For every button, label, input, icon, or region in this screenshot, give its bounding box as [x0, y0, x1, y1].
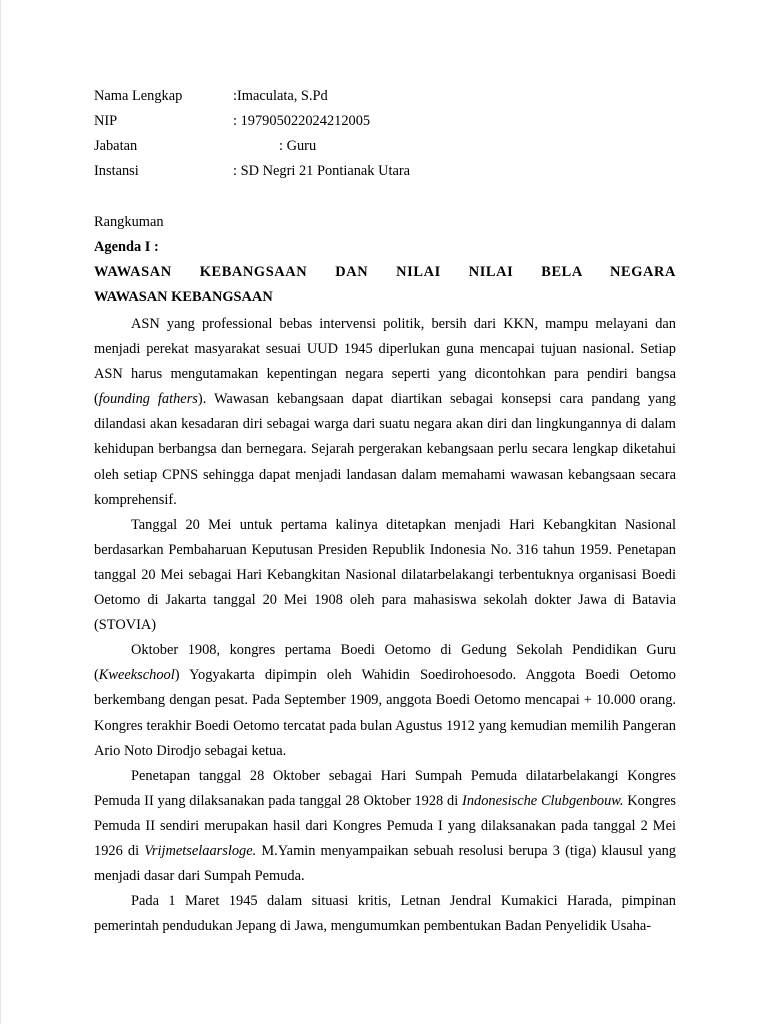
identity-row-institution — [94, 161, 676, 186]
identity-label: Jabatan — [94, 138, 138, 154]
agenda-label: Agenda I : — [94, 239, 159, 255]
paragraph-italic: Vrijmetselaarsloge. — [144, 842, 257, 859]
identity-value: : Guru — [279, 138, 317, 154]
paragraph-italic: Kweekschool — [98, 667, 175, 684]
identity-label: Nama Lengkap — [94, 88, 183, 104]
summary-label: Rangkuman — [94, 214, 164, 230]
paragraph-4 — [94, 764, 676, 889]
paragraph-text: Oktober 1908, kongres pertama Boedi Oetomo di Gedung Sekolah Pendidikan Guru ( — [94, 642, 676, 684]
paragraph-text: Pada 1 Maret 1945 dalam situasi kritis, Letnan Jendral Kumakici Harada, pimpinan pemerintah pendudukan Jepang di Jawa, mengumumkan pembentukan Badan Penyelidik Usaha- — [94, 893, 676, 935]
paragraph-italic: founding fathers — [98, 391, 198, 408]
identity-value: :Imaculata, S.Pd — [233, 88, 328, 104]
paragraph-5 — [94, 889, 676, 939]
paragraph-text: Tanggal 20 Mei untuk pertama kalinya ditetapkan menjadi Hari Kebangkitan Nasional berdasarkan Pembaharuan Keputusan Presiden Republik Indonesia No. 316 tahun 1959. Penetapan tanggal 20 Mei sebagai Hari Kebangkitan Nasional dilatarbelakangi terbentuknya organisasi Boedi Oetomo di Jakarta tanggal 20 Mei 1908 oleh para mahasiswa sekolah dokter Jawa di Batavia (STOVIA) — [94, 516, 676, 634]
paragraph-1 — [94, 312, 676, 513]
paragraph-text: Kongres Pemuda II sendiri merupakan hasil dari Kongres Pemuda I yang dilaksanakan pada tanggal 2 Mei 1926 di — [94, 792, 676, 859]
identity-value: : 197905022024212005 — [233, 113, 371, 129]
identity-row-name — [94, 86, 676, 111]
paragraph-2 — [94, 513, 676, 638]
spacer — [94, 186, 676, 212]
identity-row-nip — [94, 111, 676, 136]
paragraph-text: ) Yogyakarta dipimpin oleh Wahidin Soedirohoesodo. Anggota Boedi Oetomo berkembang dengan pesat. Pada September 1909, anggota Boedi Oetomo mencapai + 10.000 orang. Kongres terakhir Boedi Oetomo tercatat pada bulan Agustus 1912 yang kemudian memilih Pangeran Ario Noto Dirodjo sebagai ketua. — [94, 667, 676, 759]
paragraph-text: M.Yamin menyampaikan sebuah resolusi berupa 3 (tiga) klausul yang menjadi dasar dari Sumpah Pemuda. — [94, 842, 676, 885]
identity-value: : SD Negri 21 Pontianak Utara — [233, 163, 411, 179]
paragraph-text: ASN yang professional bebas intervensi politik, bersih dari KKN, mampu melayani dan menjadi perekat masyarakat sesuai UUD 1945 diperlukan guna mencapai tujuan nasional. Setiap ASN harus mengutamakan kepentingan negara seperti yang dicontohkan para pendiri bangsa ( — [94, 316, 676, 408]
identity-label: Instansi — [94, 163, 139, 179]
identity-label: NIP — [94, 113, 118, 129]
paragraph-text: Penetapan tanggal 28 Oktober sebagai Hari Sumpah Pemuda dilatarbelakangi Kongres Pemuda II yang dilaksanakan pada tanggal 28 Oktober 1928 di — [94, 767, 676, 809]
identity-row-position — [94, 136, 676, 161]
section-heading: WAWASAN KEBANGSAAN DAN NILAI NILAI BELA NEGARA — [94, 264, 676, 280]
document-body — [94, 86, 676, 939]
paragraph-text: ). Wawasan kebangsaan dapat diartikan sebagai konsepsi cara pandang yang dilandasi akan kesadaran diri sebagai warga dari suatu negara akan diri dan lingkungannya di dalam kehidupan berbangsa dan bernegara. Sejarah pergerakan kebangsaan perlu secara lengkap diketahui oleh setiap CPNS sehingga dapat menjadi landasan dalam memahami wawasan kebangsaan secara komprehensif. — [94, 391, 677, 508]
paragraph-3 — [94, 638, 676, 763]
paragraph-italic: Indonesische Clubgenbouw. — [462, 792, 624, 809]
section-subheading: WAWASAN KEBANGSAAN — [94, 289, 273, 305]
